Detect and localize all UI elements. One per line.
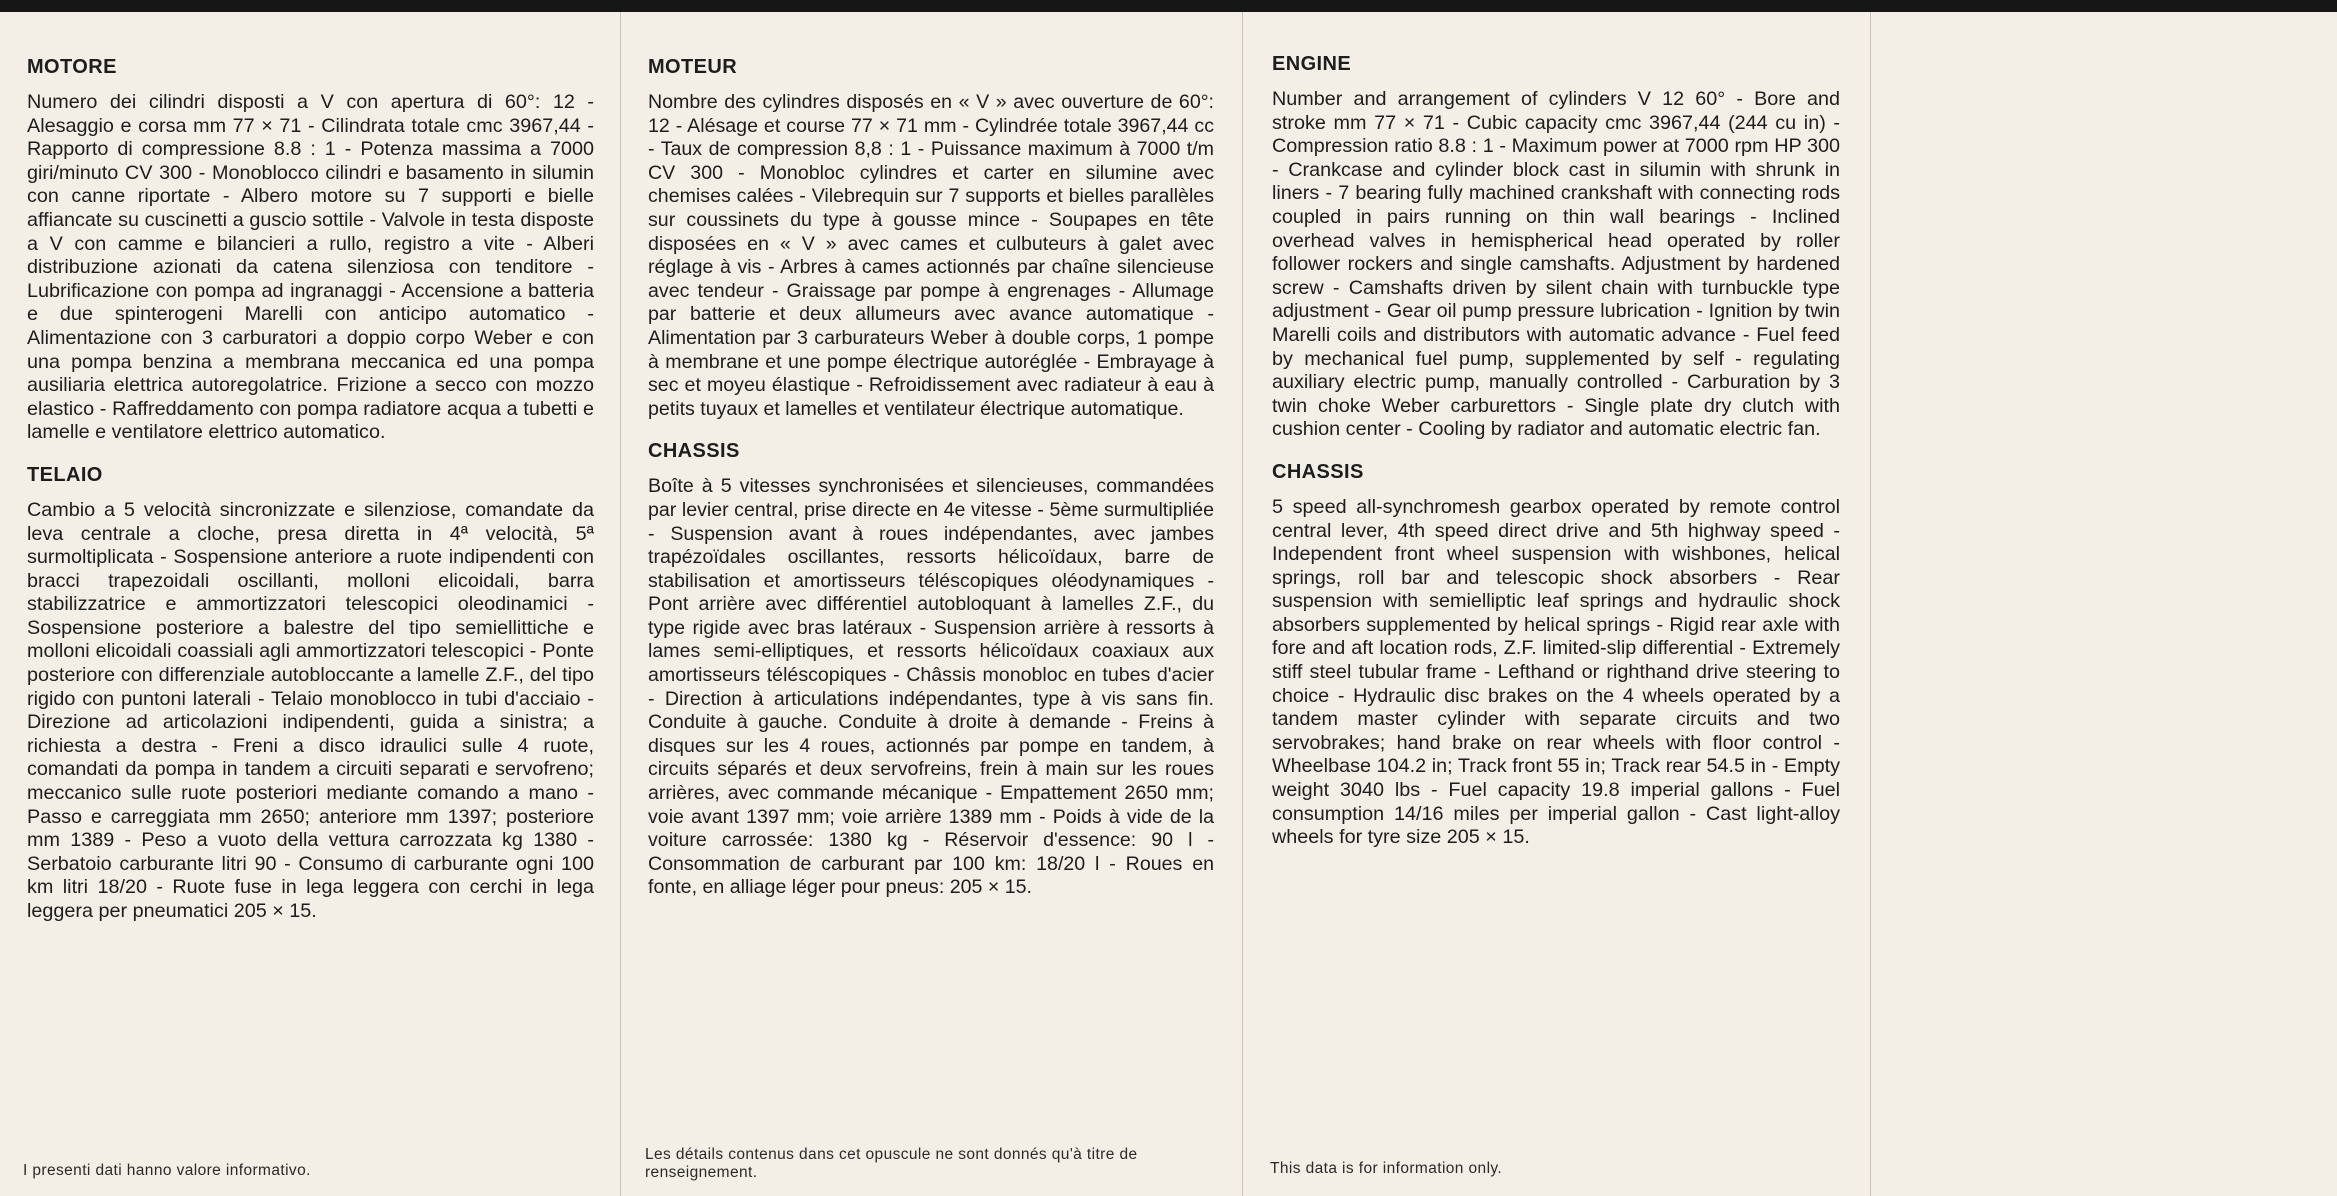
french-engine-text: Nombre des cylindres disposés en « V » avec ouverture de 60°: 12 - Alésage et course 77 × 71 mm - Cylindrée totale 3967,44 cc - Taux de compression 8,8 : 1 - Puissance maximum à 7000 t/m CV 300 - Monobloc cylindres et carter en silumine avec chemises calées - Vilebrequin sur 7 supports et bielles parallèles sur coussinets du type à gousse mince - Soupapes en tête disposées en « V » avec cames et culbuteurs à galet avec réglage à vis - Arbres à cames actionnés par chaîne silencieuse avec tendeur - Graissage par pompe à engrenages - Allumage par batterie et deux allumeurs avec avance automatique - Alimentation par 3 carburateurs Weber à double corps, 1 pompe à membrane et une pompe électrique autoréglée - Embrayage à sec et moyeu élastique - Refroidissement avec radiateur à eau à petits tuyaux et lamelles et ventilateur électrique automatique. bbox=[648, 91, 1214, 420]
italian-chassis-text: Cambio a 5 velocità sincronizzate e silenziose, comandate da leva centrale a cloche, presa diretta in 4ª velocità, 5ª surmoltiplicata - Sospensione anteriore a ruote indipendenti con bracci trapezoidali oscillanti, molloni elicoidali, barra stabilizzatrice e ammortizzatori telescopici oleodinamici - Sospensione posteriore a balestre del tipo semiellittiche e molloni elicoidali coassiali agli ammortizzatori telescopici - Ponte posteriore con differenziale autobloccante a lamelle Z.F., del tipo rigido con puntoni laterali - Telaio monoblocco in tubi d'acciaio - Direzione ad articolazioni indipendenti, guida a sinistra; a richiesta a destra - Freni a disco idraulici sulle 4 ruote, comandati da pompa in tandem a circuiti separati e servofreno; meccanico sulle ruote posteriori mediante comando a mano - Passo e carreggiata mm 2650; anteriore mm 1397; posteriore mm 1389 - Peso a vuoto della vettura carrozzata kg 1380 - Serbatoio carburante litri 90 - Consumo di carburante ogni 100 km litri 18/20 - Ruote fuse in lega leggera con cerchi in lega leggera per pneumatici 205 × 15. bbox=[27, 498, 594, 922]
french-engine-heading: MOTEUR bbox=[648, 56, 738, 78]
italian-engine-text: Numero dei cilindri disposti a V con apertura di 60°: 12 - Alesaggio e corsa mm 77 × 71 - Cilindrata totale cmc 3967,44 - Rapporto di compressione 8.8 : 1 - Potenza massima a 7000 giri/minuto CV 300 - Monoblocco cilindri e basamento in silumin con canne riportate - Albero motore su 7 supporti e bielle affiancate su cuscinetti a guscio sottile - Valvole in testa disposte a V con camme e bilancieri a rullo, registro a vite - Alberi distribuzione azionati da catena silenziosa con tenditore - Lubrificazione con pompa ad ingranaggi - Accensione a batteria e due spinterogeni Marelli con anticipo automatico - Alimentazione con 3 carburatori a doppio corpo Weber e con una pompa benzina a membrana meccanica ed una pompa ausiliaria elettrica autoregolatrice. Frizione a secco con mozzo elastico - Raffreddamento con pompa radiatore acqua a tubetti e lamelle e ventilatore elettrico automatico. bbox=[27, 91, 594, 444]
italian-chassis-heading: TELAIO bbox=[27, 463, 103, 486]
french-chassis-text: Boîte à 5 vitesses synchronisées et silencieuses, commandées par levier central, prise directe en 4e vitesse - 5ème surmultipliée - Suspension avant à roues indépendantes, avec jambes trapézoïdales oscillantes, ressorts hélicoïdaux, barre de stabilisation et amortisseurs téléscopiques oléodynamiques - Pont arrière avec différentiel autobloquant à lamelles Z.F., du type rigide avec bras latéraux - Suspension arrière à ressorts à lames semi-elliptiques, et ressorts hélicoïdaux coaxiaux aux amortisseurs téléscopiques - Châssis monobloc en tubes d'acier - Direction à articulations indépendantes, type à vis sans fin. Conduite à gauche. Conduite à droite à demande - Freins à disques sur les 4 roues, actionnés par pompe en tandem, à circuits séparés et deux servofreins, frein à main sur les roues arrières, avec commande mécanique - Empattement 2650 mm; voie avant 1397 mm; voie arrière 1389 mm - Poids à vide de la voiture carrossée: 1380 kg - Réservoir d'essence: 90 l - Consommation de carburant par 100 km: 18/20 l - Roues en fonte, en alliage léger pour pneus: 205 × 15. bbox=[648, 475, 1214, 899]
english-engine-text: Number and arrangement of cylinders V 12 60° - Bore and stroke mm 77 × 71 - Cubic capacity cmc 3967,44 (244 cu in) - Compression ratio 8.8 : 1 - Maximum power at 7000 rpm HP 300 - Crankcase and cylinder block cast in silumin with shrunk in liners - 7 bearing fully machined crankshaft with connecting rods coupled in pairs running on thin wall bearings - Inclined overhead valves in hemispherical head operated by roller follower rockers and single camshafts. Adjustment by hardened screw - Camshafts driven by silent chain with turnbuckle type adjustment - Gear oil pump pressure lubrication - Ignition by twin Marelli coils and distributors with automatic advance - Fuel feed by mechanical fuel pump, supplemented by self - regulating auxiliary electric pump, manually controlled - Carburation by 3 twin choke Weber carburettors - Single plate dry clutch with cushion center - Cooling by radiator and automatic electric fan. bbox=[1272, 88, 1840, 441]
blank-column bbox=[1870, 12, 2337, 1196]
italian-engine-heading: MOTORE bbox=[27, 56, 117, 78]
english-engine-heading: ENGINE bbox=[1272, 53, 1352, 75]
french-disclaimer: Les détails contenus dans cet opuscule ne sont donnés qu'à titre de renseignement. bbox=[645, 1146, 1138, 1181]
italian-column bbox=[0, 12, 620, 1196]
french-chassis-heading: CHASSIS bbox=[648, 440, 740, 463]
french-column bbox=[620, 12, 1242, 1196]
english-disclaimer: This data is for information only. bbox=[1270, 1160, 1503, 1177]
english-chassis-heading: CHASSIS bbox=[1272, 460, 1364, 483]
italian-disclaimer: I presenti dati hanno valore informativo. bbox=[23, 1162, 311, 1179]
top-border-bar bbox=[0, 0, 2337, 12]
english-chassis-text: 5 speed all-synchromesh gearbox operated by remote control central lever, 4th speed direct drive and 5th highway speed - Independent front wheel suspension with wishbones, helical springs, roll bar and telescopic shock absorbers - Rear suspension with semielliptic leaf springs and hydraulic shock absorbers supplemented by helical springs - Rigid rear axle with fore and aft location rods, Z.F. limited-slip differential - Extremely stiff steel tubular frame - Lefthand or righthand drive steering to choice - Hydraulic disc brakes on the 4 wheels operated by a tandem master cylinder with separate circuits and two servobrakes; hand brake on rear wheels with floor control - Wheelbase 104.2 in; Track front 55 in; Track rear 54.5 in - Empty weight 3040 lbs - Fuel capacity 19.8 imperial gallons - Fuel consumption 14/16 miles per imperial gallon - Cast light-alloy wheels for tyre size 205 × 15. bbox=[1272, 495, 1840, 849]
english-column bbox=[1242, 12, 1870, 1196]
